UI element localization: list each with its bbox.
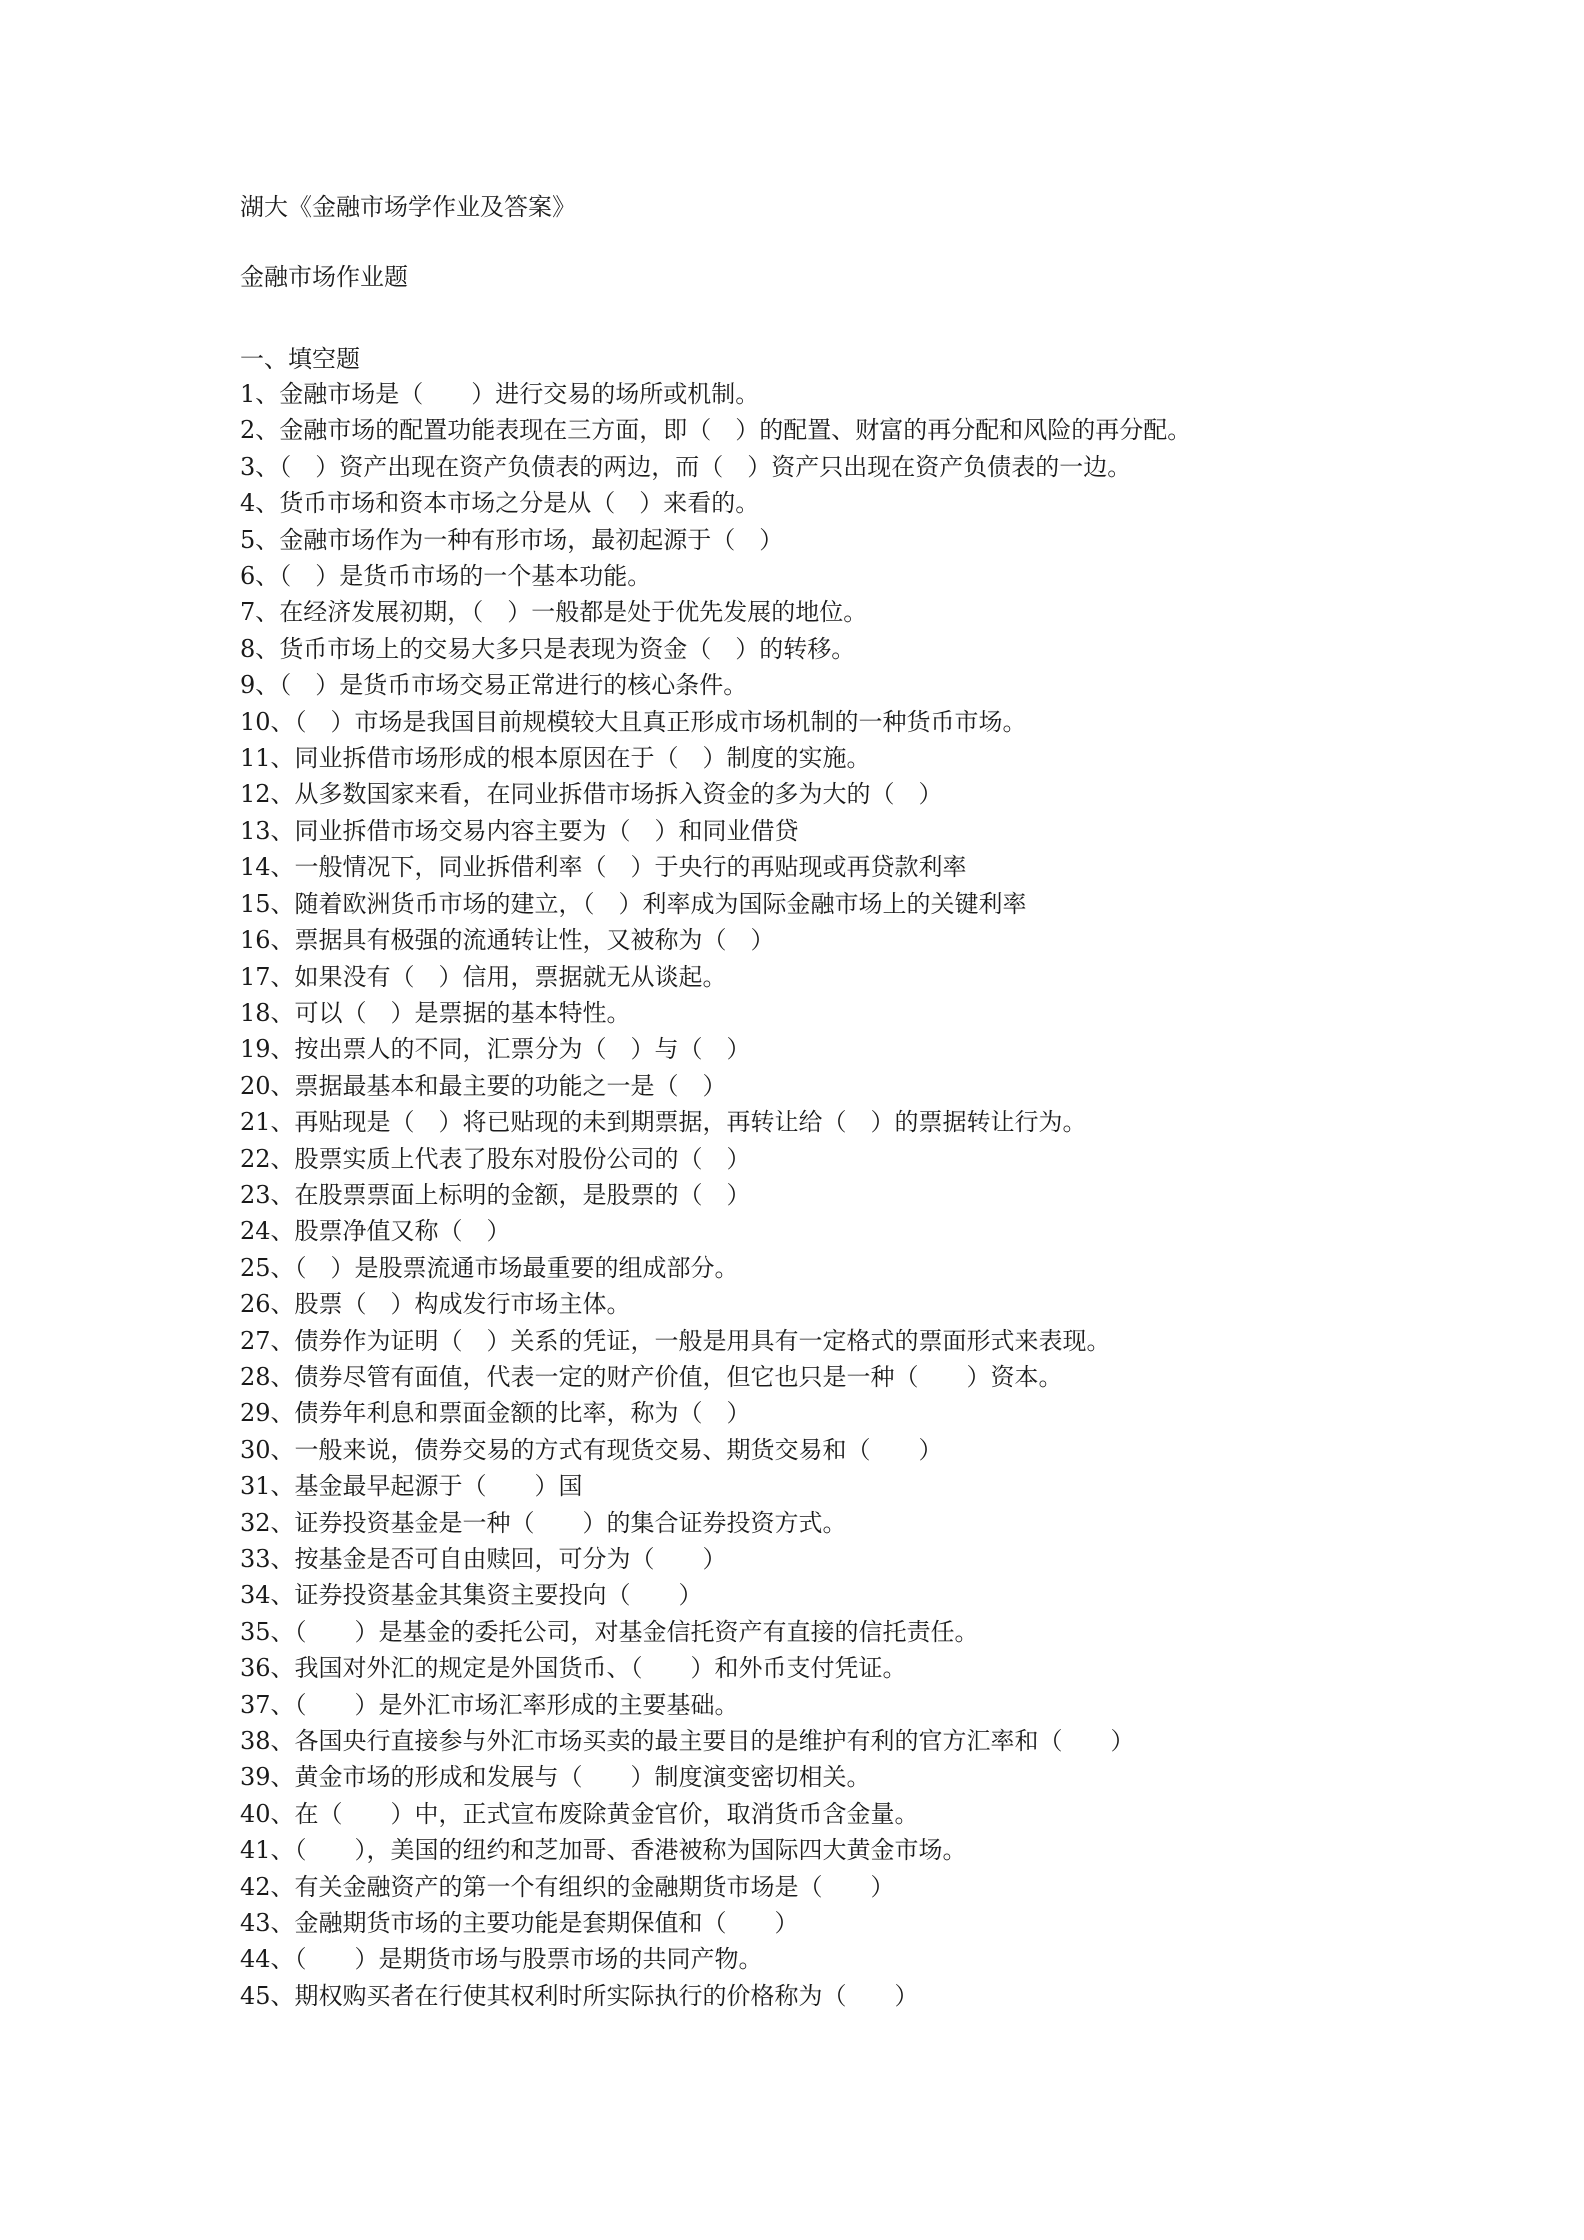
question-item: 1、金融市场是（ ）进行交易的场所或机制。 bbox=[240, 380, 760, 408]
question-item: 44、（ ）是期货市场与股票市场的共同产物。 bbox=[240, 1945, 763, 1974]
section-heading: 一、填空题 bbox=[240, 345, 360, 373]
question-item: 9、（ ）是货币市场交易正常进行的核心条件。 bbox=[240, 671, 748, 700]
question-item: 22、股票实质上代表了股东对股份公司的（ ） bbox=[240, 1144, 751, 1173]
document-subtitle: 金融市场作业题 bbox=[240, 263, 408, 291]
question-item: 19、按出票人的不同，汇票分为（ ）与（ ） bbox=[240, 1035, 751, 1064]
question-item: 4、货币市场和资本市场之分是从（ ）来看的。 bbox=[240, 489, 760, 518]
question-item: 5、金融市场作为一种有形市场，最初起源于（ ） bbox=[240, 525, 784, 554]
question-item: 21、再贴现是（ ）将已贴现的未到期票据，再转让给（ ）的票据转让行为。 bbox=[240, 1108, 1087, 1137]
question-item: 18、可以（ ）是票据的基本特性。 bbox=[240, 998, 631, 1027]
question-item: 28、债券尽管有面值，代表一定的财产价值，但它也只是一种（ ）资本。 bbox=[240, 1362, 1063, 1391]
question-item: 12、从多数国家来看，在同业拆借市场拆入资金的多为大的（ ） bbox=[240, 780, 943, 809]
question-item: 23、在股票票面上标明的金额，是股票的（ ） bbox=[240, 1180, 751, 1209]
question-item: 20、票据最基本和最主要的功能之一是（ ） bbox=[240, 1071, 727, 1100]
question-item: 41、（ ），美国的纽约和芝加哥、香港被称为国际四大黄金市场。 bbox=[240, 1836, 967, 1865]
question-item: 34、证券投资基金其集资主要投向（ ） bbox=[240, 1581, 703, 1610]
question-item: 3、（ ）资产出现在资产负债表的两边，而（ ）资产只出现在资产负债表的一边。 bbox=[240, 452, 1132, 481]
question-item: 25、（ ）是股票流通市场最重要的组成部分。 bbox=[240, 1253, 739, 1282]
question-item: 38、各国央行直接参与外汇市场买卖的最主要目的是维护有利的官方汇率和（ ） bbox=[240, 1727, 1135, 1756]
question-item: 17、如果没有（ ）信用，票据就无从谈起。 bbox=[240, 962, 727, 991]
question-item: 33、按基金是否可自由赎回，可分为（ ） bbox=[240, 1545, 727, 1573]
question-item: 45、期权购买者在行使其权利时所实际执行的价格称为（ ） bbox=[240, 1981, 919, 2010]
question-item: 27、债券作为证明（ ）关系的凭证，一般是用具有一定格式的票面形式来表现。 bbox=[240, 1326, 1111, 1355]
question-item: 35、（ ）是基金的委托公司，对基金信托资产有直接的信托责任。 bbox=[240, 1617, 979, 1646]
question-item: 42、有关金融资产的第一个有组织的金融期货市场是（ ） bbox=[240, 1872, 895, 1901]
question-item: 11、同业拆借市场形成的根本原因在于（ ）制度的实施。 bbox=[240, 744, 871, 773]
question-list bbox=[240, 376, 1370, 2014]
question-item: 29、债券年利息和票面金额的比率，称为（ ） bbox=[240, 1399, 751, 1428]
question-item: 24、股票净值又称（ ） bbox=[240, 1217, 511, 1246]
question-item: 2、金融市场的配置功能表现在三方面，即（ ）的配置、财富的再分配和风险的再分配。 bbox=[240, 416, 1192, 445]
question-item: 37、（ ）是外汇市场汇率形成的主要基础。 bbox=[240, 1690, 739, 1719]
question-item: 15、随着欧洲货币市场的建立，（ ）利率成为国际金融市场上的关键利率 bbox=[240, 889, 1027, 918]
question-item: 6、（ ）是货币市场的一个基本功能。 bbox=[240, 562, 652, 591]
question-item: 8、货币市场上的交易大多只是表现为资金（ ）的转移。 bbox=[240, 634, 856, 663]
question-item: 13、同业拆借市场交易内容主要为（ ）和同业借贷 bbox=[240, 816, 799, 845]
question-item: 43、金融期货市场的主要功能是套期保值和（ ） bbox=[240, 1909, 799, 1938]
question-item: 26、股票（ ）构成发行市场主体。 bbox=[240, 1290, 631, 1319]
question-item: 30、一般来说，债券交易的方式有现货交易、期货交易和（ ） bbox=[240, 1435, 943, 1464]
question-item: 36、我国对外汇的规定是外国货币、（ ）和外币支付凭证。 bbox=[240, 1654, 907, 1683]
question-item: 32、证券投资基金是一种（ ）的集合证券投资方式。 bbox=[240, 1508, 847, 1537]
question-item: 39、黄金市场的形成和发展与（ ）制度演变密切相关。 bbox=[240, 1763, 871, 1792]
question-item: 31、基金最早起源于（ ）国 bbox=[240, 1472, 583, 1501]
question-item: 7、在经济发展初期，（ ）一般都是处于优先发展的地位。 bbox=[240, 598, 868, 627]
document-title: 湖大《金融市场学作业及答案》 bbox=[240, 193, 576, 221]
question-item: 10、（ ）市场是我国目前规模较大且真正形成市场机制的一种货币市场。 bbox=[240, 707, 1027, 736]
question-item: 14、一般情况下，同业拆借利率（ ）于央行的再贴现或再贷款利率 bbox=[240, 853, 967, 882]
question-item: 40、在（ ）中，正式宣布废除黄金官价，取消货币含金量。 bbox=[240, 1799, 919, 1828]
document-page bbox=[240, 190, 1370, 2014]
question-item: 16、票据具有极强的流通转让性，又被称为（ ） bbox=[240, 926, 775, 955]
